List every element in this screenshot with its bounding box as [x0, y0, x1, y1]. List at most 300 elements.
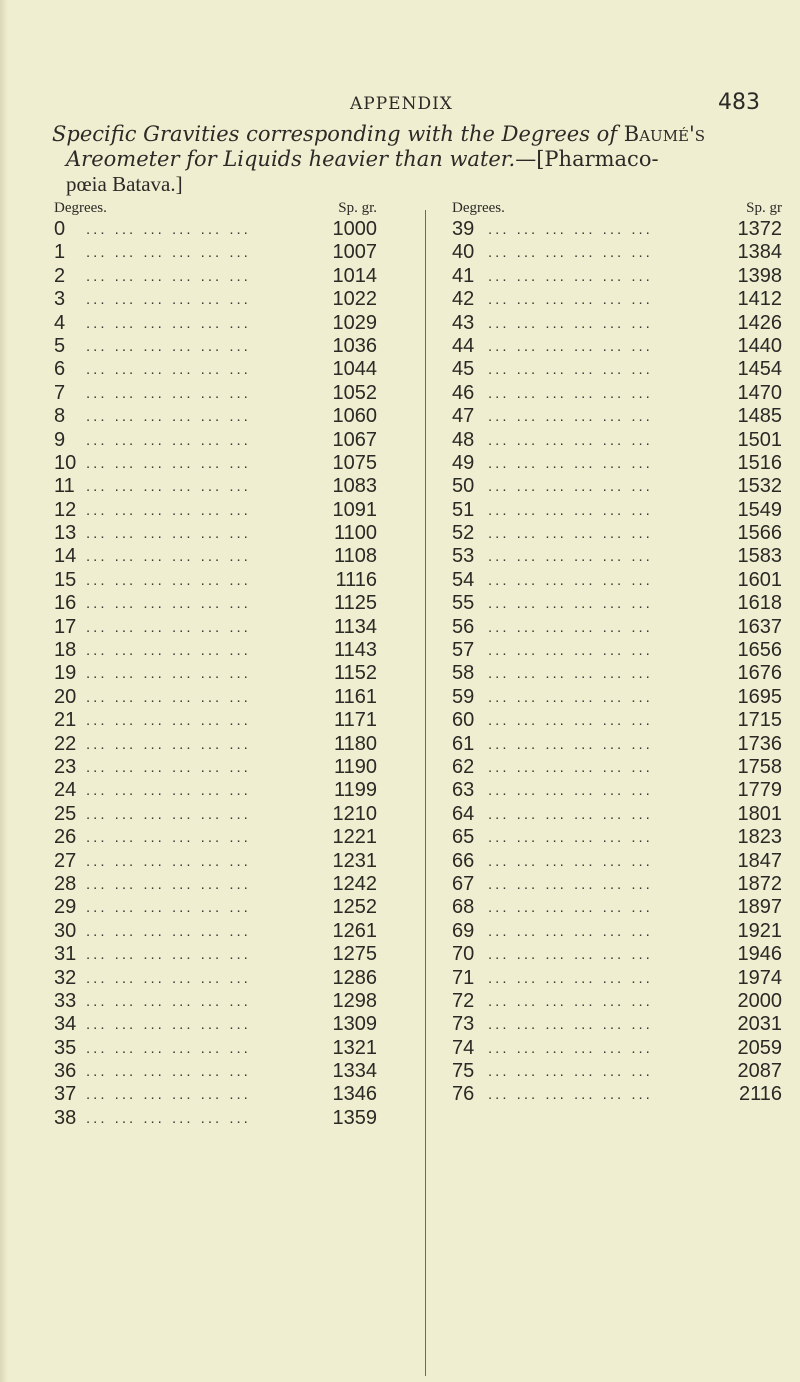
- right-rows: [450, 218, 782, 1107]
- specific-gravity-value: 1309: [332, 1013, 377, 1036]
- table-row: [450, 662, 782, 685]
- table-row: [52, 920, 377, 943]
- leader-dots: ... ... ... ... ... ...: [488, 478, 653, 496]
- table-row: [450, 288, 782, 311]
- leader-dots: ... ... ... ... ... ...: [488, 337, 653, 355]
- left-column-header: [52, 200, 377, 218]
- degree-value: 44: [452, 334, 475, 357]
- column-divider: [425, 210, 426, 1376]
- leader-dots: ... ... ... ... ... ...: [86, 992, 251, 1010]
- specific-gravity-value: 1143: [333, 639, 377, 662]
- table-row: [450, 1083, 782, 1106]
- degree-value: 61: [452, 732, 475, 755]
- leader-dots: ... ... ... ... ... ...: [488, 946, 653, 964]
- degree-value: 42: [452, 288, 475, 311]
- degree-value: 39: [452, 218, 475, 240]
- specific-gravity-value: 1242: [332, 872, 377, 895]
- leader-dots: ... ... ... ... ... ...: [86, 431, 251, 449]
- specific-gravity-value: 1532: [737, 475, 782, 498]
- leader-dots: ... ... ... ... ... ...: [488, 992, 653, 1010]
- leader-dots: ... ... ... ... ... ...: [488, 384, 653, 402]
- page-edge-shadow: [0, 0, 8, 1382]
- leader-dots: ... ... ... ... ... ...: [488, 314, 653, 332]
- degree-value: 72: [452, 989, 475, 1012]
- degree-value: 1: [54, 241, 66, 264]
- degree-value: 76: [452, 1083, 475, 1106]
- table-row: [450, 920, 782, 943]
- specific-gravity-value: 1052: [332, 381, 377, 404]
- specific-gravity-value: 1346: [332, 1083, 377, 1106]
- table-row: [52, 405, 377, 428]
- leader-dots: ... ... ... ... ... ...: [488, 829, 653, 847]
- specific-gravity-value: 1440: [737, 334, 782, 357]
- degree-value: 17: [54, 615, 77, 638]
- specific-gravity-value: 1075: [332, 451, 377, 474]
- specific-gravity-value: 1083: [332, 475, 377, 498]
- leader-dots: ... ... ... ... ... ...: [488, 642, 653, 660]
- degree-value: 18: [54, 639, 77, 662]
- table-row: [450, 241, 782, 264]
- specific-gravity-value: 1823: [737, 826, 782, 849]
- degree-value: 26: [54, 826, 77, 849]
- degree-value: 34: [54, 1013, 77, 1036]
- leader-dots: ... ... ... ... ... ...: [488, 1016, 653, 1034]
- table-row: [52, 1107, 377, 1130]
- leader-dots: ... ... ... ... ... ...: [86, 642, 251, 660]
- specific-gravity-value: 1372: [737, 218, 782, 240]
- leader-dots: ... ... ... ... ... ...: [86, 221, 251, 238]
- leader-dots: ... ... ... ... ... ...: [86, 548, 251, 566]
- leader-dots: ... ... ... ... ... ...: [86, 314, 251, 332]
- leader-dots: ... ... ... ... ... ...: [488, 548, 653, 566]
- degree-value: 60: [452, 709, 475, 732]
- specific-gravity-value: 1044: [332, 358, 377, 381]
- table-row: [52, 241, 377, 264]
- leader-dots: ... ... ... ... ... ...: [86, 969, 251, 987]
- leader-dots: ... ... ... ... ... ...: [488, 1039, 653, 1057]
- leader-dots: ... ... ... ... ... ...: [488, 665, 653, 683]
- leader-dots: ... ... ... ... ... ...: [86, 384, 251, 402]
- degree-value: 40: [452, 241, 475, 264]
- leader-dots: ... ... ... ... ... ...: [86, 361, 251, 379]
- specific-gravity-value: 1029: [332, 311, 377, 334]
- leader-dots: ... ... ... ... ... ...: [488, 758, 653, 776]
- left-column: [52, 200, 377, 1130]
- leader-dots: ... ... ... ... ... ...: [86, 571, 251, 589]
- specific-gravity-value: 1384: [737, 241, 782, 264]
- table-row: [450, 639, 782, 662]
- leader-dots: ... ... ... ... ... ...: [488, 595, 653, 613]
- degree-value: 59: [452, 685, 475, 708]
- degree-value: 28: [54, 872, 77, 895]
- degree-value: 27: [54, 849, 77, 872]
- leader-dots: ... ... ... ... ... ...: [488, 969, 653, 987]
- degree-value: 51: [452, 498, 475, 521]
- leader-dots: ... ... ... ... ... ...: [86, 1016, 251, 1034]
- degree-value: 36: [54, 1060, 77, 1083]
- degree-value: 66: [452, 849, 475, 872]
- title-line-1: Specific Gravities corresponding with the Degrees of Baumé's: [52, 122, 706, 146]
- leader-dots: ... ... ... ... ... ...: [86, 946, 251, 964]
- table-title: [52, 122, 782, 197]
- degree-value: 14: [54, 545, 77, 568]
- degree-value: 6: [54, 358, 66, 381]
- degree-value: 20: [54, 685, 77, 708]
- table-row: [52, 1037, 377, 1060]
- table-row: [52, 803, 377, 826]
- specific-gravity-value: 1014: [332, 264, 377, 287]
- specific-gravity-value: 1847: [737, 849, 782, 872]
- table-row: [52, 1083, 377, 1106]
- sp-gr-header: Sp. gr.: [338, 200, 377, 216]
- degree-value: 75: [452, 1060, 475, 1083]
- leader-dots: ... ... ... ... ... ...: [86, 1086, 251, 1104]
- leader-dots: ... ... ... ... ... ...: [86, 408, 251, 426]
- table-row: [450, 779, 782, 802]
- leader-dots: ... ... ... ... ... ...: [86, 454, 251, 472]
- specific-gravity-value: 1067: [332, 428, 377, 451]
- specific-gravity-value: 2031: [737, 1013, 782, 1036]
- specific-gravity-value: 1618: [737, 592, 782, 615]
- table-row: [52, 545, 377, 568]
- table-row: [450, 429, 782, 452]
- degree-value: 41: [452, 264, 475, 287]
- table-row: [450, 896, 782, 919]
- specific-gravity-value: 1921: [737, 919, 782, 942]
- specific-gravity-value: 1398: [737, 264, 782, 287]
- degree-value: 45: [452, 358, 475, 381]
- table-row: [450, 803, 782, 826]
- degree-value: 35: [54, 1036, 77, 1059]
- degree-value: 13: [54, 522, 77, 545]
- specific-gravity-value: 1134: [333, 615, 377, 638]
- specific-gravity-value: 1022: [332, 288, 377, 311]
- leader-dots: ... ... ... ... ... ...: [86, 618, 251, 636]
- table-row: [52, 335, 377, 358]
- degree-value: 38: [54, 1106, 77, 1129]
- table-row: [450, 358, 782, 381]
- degree-value: 10: [54, 451, 77, 474]
- right-column: [450, 200, 782, 1107]
- specific-gravity-value: 1000: [332, 218, 377, 240]
- title-line-2: Areometer for Liquids heavier than water.—[Pharmaco-: [66, 147, 659, 171]
- leader-dots: ... ... ... ... ... ...: [86, 688, 251, 706]
- table-row: [450, 1037, 782, 1060]
- leader-dots: ... ... ... ... ... ...: [488, 525, 653, 543]
- leader-dots: ... ... ... ... ... ...: [86, 829, 251, 847]
- leader-dots: ... ... ... ... ... ...: [86, 852, 251, 870]
- specific-gravity-value: 1736: [737, 732, 782, 755]
- leader-dots: ... ... ... ... ... ...: [488, 875, 653, 893]
- degree-value: 57: [452, 639, 475, 662]
- specific-gravity-value: 1321: [332, 1036, 377, 1059]
- specific-gravity-value: 1190: [333, 755, 377, 778]
- specific-gravity-value: 1412: [737, 288, 782, 311]
- degrees-header: Degrees.: [54, 200, 107, 216]
- degree-value: 68: [452, 896, 475, 919]
- table-row: [450, 1013, 782, 1036]
- degree-value: 46: [452, 381, 475, 404]
- table-row: [450, 592, 782, 615]
- degree-value: 47: [452, 405, 475, 428]
- leader-dots: ... ... ... ... ... ...: [488, 1063, 653, 1081]
- leader-dots: ... ... ... ... ... ...: [488, 618, 653, 636]
- leader-dots: ... ... ... ... ... ...: [488, 735, 653, 753]
- degree-value: 63: [452, 779, 475, 802]
- specific-gravity-value: 1676: [737, 662, 782, 685]
- table-row: [450, 873, 782, 896]
- specific-gravity-value: 1359: [332, 1106, 377, 1129]
- specific-gravity-value: 1715: [737, 709, 782, 732]
- leader-dots: ... ... ... ... ... ...: [86, 501, 251, 519]
- degree-value: 21: [54, 709, 77, 732]
- table-row: [52, 312, 377, 335]
- specific-gravity-value: 1583: [737, 545, 782, 568]
- specific-gravity-value: 1485: [737, 405, 782, 428]
- specific-gravity-value: 1501: [737, 428, 782, 451]
- specific-gravity-value: 1637: [737, 615, 782, 638]
- leader-dots: ... ... ... ... ... ...: [488, 291, 653, 309]
- leader-dots: ... ... ... ... ... ...: [488, 267, 653, 285]
- table-row: [450, 709, 782, 732]
- specific-gravity-value: 1161: [333, 685, 377, 708]
- table-row: [450, 312, 782, 335]
- degree-value: 48: [452, 428, 475, 451]
- right-column-header: [450, 200, 782, 218]
- specific-gravity-value: 1252: [332, 896, 377, 919]
- degree-value: 32: [54, 966, 77, 989]
- table-row: [52, 850, 377, 873]
- table-row: [450, 943, 782, 966]
- specific-gravity-value: 1946: [737, 943, 782, 966]
- leader-dots: ... ... ... ... ... ...: [488, 431, 653, 449]
- table-row: [450, 967, 782, 990]
- degree-value: 19: [54, 662, 77, 685]
- degree-value: 71: [452, 966, 475, 989]
- degree-value: 24: [54, 779, 77, 802]
- table-row: [450, 616, 782, 639]
- degree-value: 29: [54, 896, 77, 919]
- leader-dots: ... ... ... ... ... ...: [488, 221, 653, 238]
- table-row: [52, 662, 377, 685]
- specific-gravity-value: 1199: [333, 779, 377, 802]
- table-row: [52, 522, 377, 545]
- page-header: [0, 90, 800, 124]
- leader-dots: ... ... ... ... ... ...: [86, 665, 251, 683]
- specific-gravity-value: 2000: [737, 989, 782, 1012]
- degree-value: 11: [54, 475, 75, 498]
- specific-gravity-value: 1007: [332, 241, 377, 264]
- degree-value: 2: [54, 264, 66, 287]
- table-row: [52, 499, 377, 522]
- degree-value: 53: [452, 545, 475, 568]
- leader-dots: ... ... ... ... ... ...: [86, 1039, 251, 1057]
- degree-value: 22: [54, 732, 77, 755]
- specific-gravity-value: 1974: [737, 966, 782, 989]
- degree-value: 55: [452, 592, 475, 615]
- table-row: [52, 639, 377, 662]
- degree-value: 12: [54, 498, 77, 521]
- specific-gravity-value: 1872: [737, 872, 782, 895]
- left-rows: [52, 218, 377, 1130]
- table-row: [450, 826, 782, 849]
- degree-value: 3: [54, 288, 66, 311]
- specific-gravity-value: 1656: [737, 639, 782, 662]
- table-row: [52, 452, 377, 475]
- specific-gravity-value: 1152: [333, 662, 377, 685]
- table-row: [52, 686, 377, 709]
- leader-dots: ... ... ... ... ... ...: [86, 899, 251, 917]
- table-row: [52, 709, 377, 732]
- leader-dots: ... ... ... ... ... ...: [488, 1086, 653, 1104]
- degrees-header: Degrees.: [452, 200, 505, 216]
- table-row: [52, 569, 377, 592]
- table-row: [52, 358, 377, 381]
- leader-dots: ... ... ... ... ... ...: [488, 922, 653, 940]
- degree-value: 56: [452, 615, 475, 638]
- leader-dots: ... ... ... ... ... ...: [86, 1109, 251, 1127]
- table-row: [450, 405, 782, 428]
- specific-gravity-value: 1298: [332, 989, 377, 1012]
- degree-value: 67: [452, 872, 475, 895]
- leader-dots: ... ... ... ... ... ...: [488, 688, 653, 706]
- table-row: [52, 288, 377, 311]
- specific-gravity-value: 1334: [332, 1060, 377, 1083]
- specific-gravity-value: 1231: [332, 849, 377, 872]
- specific-gravity-value: 2087: [737, 1060, 782, 1083]
- leader-dots: ... ... ... ... ... ...: [86, 805, 251, 823]
- table-row: [52, 1013, 377, 1036]
- specific-gravity-value: 2059: [737, 1036, 782, 1059]
- table-row: [52, 756, 377, 779]
- specific-gravity-value: 1171: [333, 709, 377, 732]
- specific-gravity-value: 1108: [333, 545, 377, 568]
- degree-value: 52: [452, 522, 475, 545]
- specific-gravity-value: 1779: [737, 779, 782, 802]
- leader-dots: ... ... ... ... ... ...: [488, 501, 653, 519]
- specific-gravity-value: 1261: [332, 919, 377, 942]
- leader-dots: ... ... ... ... ... ...: [86, 267, 251, 285]
- leader-dots: ... ... ... ... ... ...: [488, 899, 653, 917]
- leader-dots: ... ... ... ... ... ...: [86, 922, 251, 940]
- specific-gravity-value: 1116: [335, 568, 377, 591]
- table-row: [52, 592, 377, 615]
- degree-value: 74: [452, 1036, 475, 1059]
- specific-gravity-value: 1091: [332, 498, 377, 521]
- table-row: [450, 218, 782, 241]
- degree-value: 65: [452, 826, 475, 849]
- table-row: [450, 452, 782, 475]
- specific-gravity-value: 1758: [737, 755, 782, 778]
- table-row: [52, 218, 377, 241]
- specific-gravity-value: 1801: [737, 802, 782, 825]
- degree-value: 73: [452, 1013, 475, 1036]
- table-row: [450, 265, 782, 288]
- leader-dots: ... ... ... ... ... ...: [488, 454, 653, 472]
- degree-value: 31: [54, 943, 77, 966]
- degree-value: 64: [452, 802, 475, 825]
- leader-dots: ... ... ... ... ... ...: [86, 244, 251, 262]
- specific-gravity-value: 1516: [737, 451, 782, 474]
- table-row: [52, 382, 377, 405]
- table-row: [52, 943, 377, 966]
- specific-gravity-value: 1426: [737, 311, 782, 334]
- specific-gravity-value: 1210: [332, 802, 377, 825]
- table-row: [52, 873, 377, 896]
- degree-value: 5: [54, 334, 66, 357]
- leader-dots: ... ... ... ... ... ...: [86, 735, 251, 753]
- specific-gravity-value: 1060: [332, 405, 377, 428]
- specific-gravity-value: 1549: [737, 498, 782, 521]
- specific-gravity-value: 1601: [737, 568, 782, 591]
- degree-value: 33: [54, 989, 77, 1012]
- table-row: [450, 733, 782, 756]
- leader-dots: ... ... ... ... ... ...: [86, 782, 251, 800]
- degree-value: 69: [452, 919, 475, 942]
- specific-gravity-value: 1897: [737, 896, 782, 919]
- degree-value: 58: [452, 662, 475, 685]
- degree-value: 54: [452, 568, 475, 591]
- table-row: [450, 850, 782, 873]
- degree-value: 8: [54, 405, 66, 428]
- leader-dots: ... ... ... ... ... ...: [488, 408, 653, 426]
- specific-gravity-value: 1695: [737, 685, 782, 708]
- degree-value: 16: [54, 592, 77, 615]
- specific-gravity-value: 1221: [332, 826, 377, 849]
- degree-value: 70: [452, 943, 475, 966]
- table-row: [450, 499, 782, 522]
- leader-dots: ... ... ... ... ... ...: [488, 571, 653, 589]
- leader-dots: ... ... ... ... ... ...: [86, 875, 251, 893]
- specific-gravity-value: 1100: [333, 522, 377, 545]
- leader-dots: ... ... ... ... ... ...: [86, 291, 251, 309]
- table-row: [52, 475, 377, 498]
- table-row: [450, 569, 782, 592]
- specific-gravity-value: 1286: [332, 966, 377, 989]
- degree-value: 50: [452, 475, 475, 498]
- sp-gr-header: Sp. gr: [746, 200, 782, 216]
- table-row: [450, 1060, 782, 1083]
- degree-value: 9: [54, 428, 66, 451]
- table-row: [52, 616, 377, 639]
- specific-gravity-value: 1275: [332, 943, 377, 966]
- table-row: [450, 522, 782, 545]
- page-number: 483: [718, 90, 760, 115]
- running-head: APPENDIX: [350, 94, 453, 114]
- table-row: [52, 429, 377, 452]
- table-row: [52, 265, 377, 288]
- table-row: [52, 779, 377, 802]
- specific-gravity-value: 1125: [333, 592, 377, 615]
- table-row: [450, 545, 782, 568]
- degree-value: 0: [54, 218, 66, 240]
- table-row: [52, 826, 377, 849]
- table-row: [450, 382, 782, 405]
- leader-dots: ... ... ... ... ... ...: [488, 712, 653, 730]
- table-row: [52, 990, 377, 1013]
- degree-value: 43: [452, 311, 475, 334]
- leader-dots: ... ... ... ... ... ...: [488, 805, 653, 823]
- specific-gravity-value: 2116: [738, 1083, 782, 1106]
- leader-dots: ... ... ... ... ... ...: [488, 361, 653, 379]
- table-row: [450, 335, 782, 358]
- specific-gravity-value: 1470: [737, 381, 782, 404]
- leader-dots: ... ... ... ... ... ...: [488, 244, 653, 262]
- degree-value: 25: [54, 802, 77, 825]
- degree-value: 15: [54, 568, 77, 591]
- specific-gravity-value: 1454: [737, 358, 782, 381]
- leader-dots: ... ... ... ... ... ...: [86, 478, 251, 496]
